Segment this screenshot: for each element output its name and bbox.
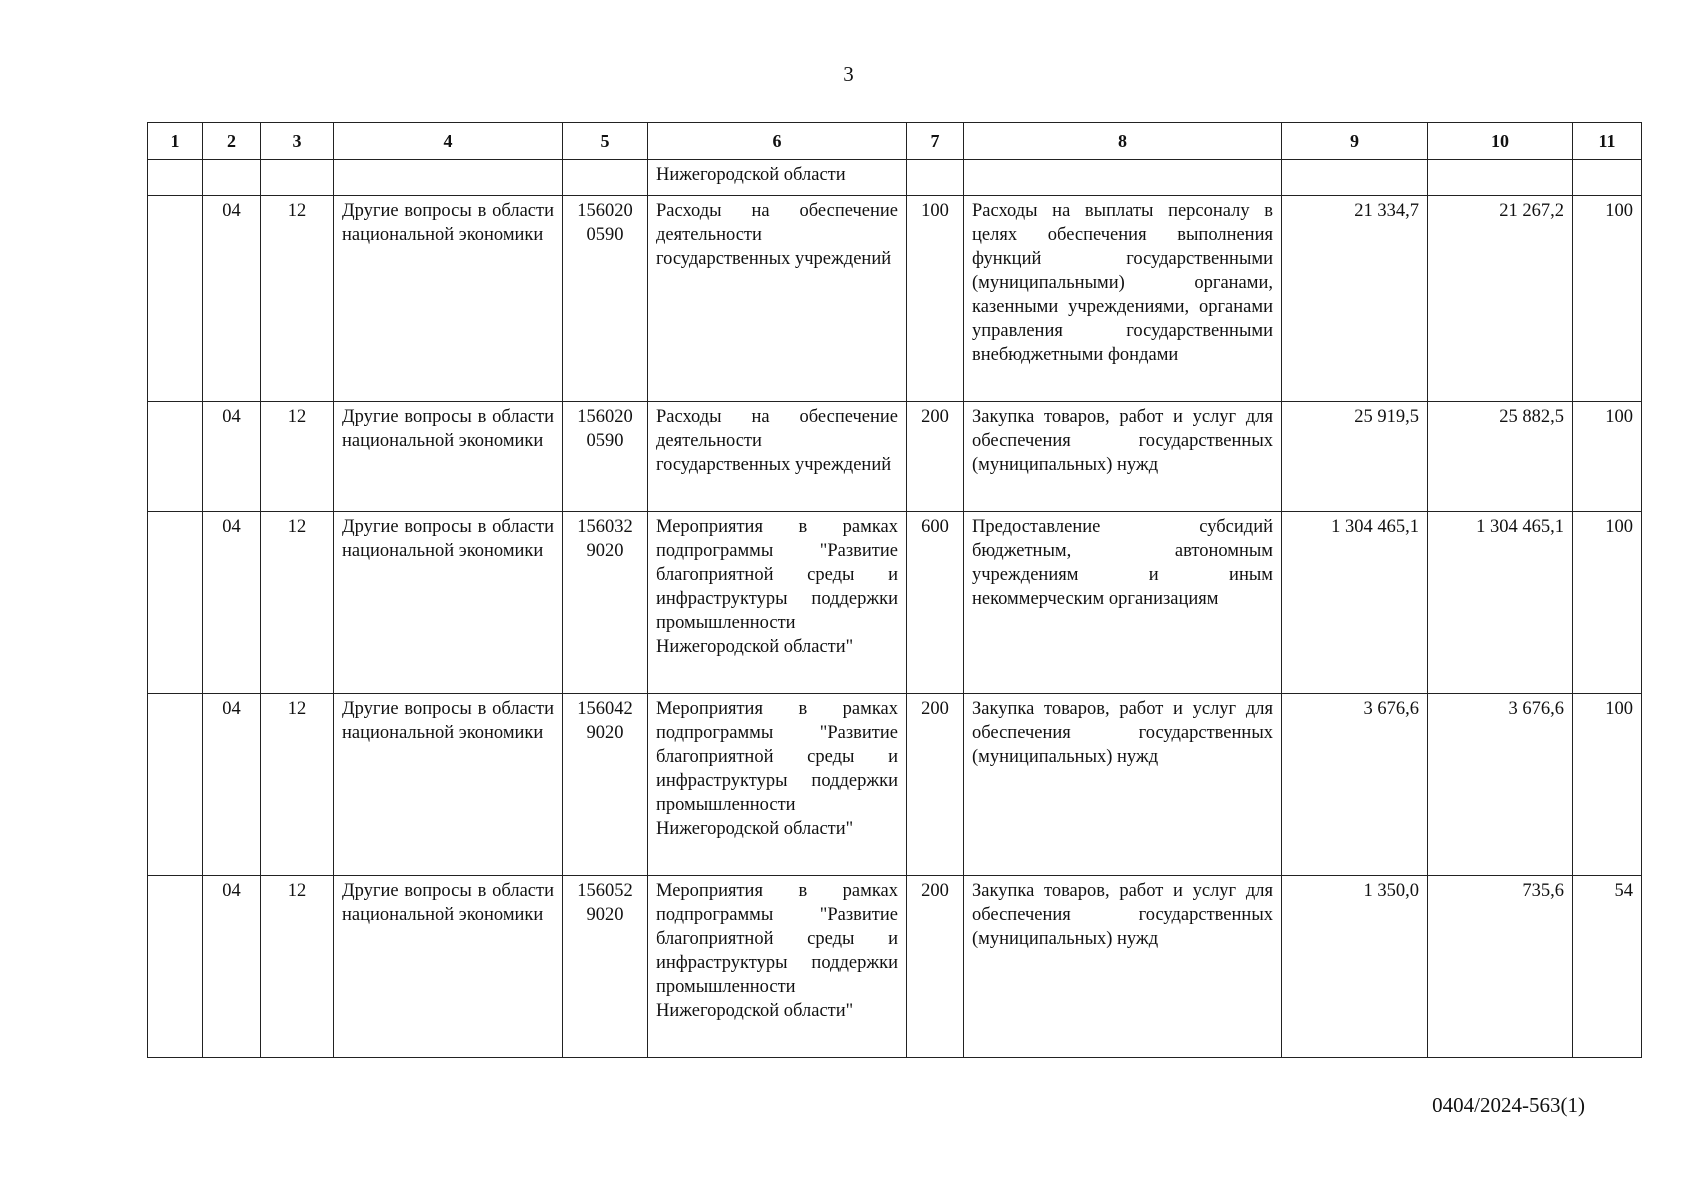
continuation-row [148, 160, 1642, 196]
cell-expense-name: Расходы на выплаты персоналу в целях обеспечения выполнения функций государственными (муниципальными) органами, казенными учреждениями, органами управления государственными внебюджетными фондами [964, 196, 1282, 402]
cell-col1 [148, 402, 203, 512]
cell-section: 04 [203, 196, 261, 402]
cell-expense-name: Закупка товаров, работ и услуг для обеспечения государственных (муниципальных) нужд [964, 876, 1282, 1058]
cell-col1 [148, 196, 203, 402]
cell-target-code: 156042 9020 [563, 694, 648, 876]
cell-subsection: 12 [261, 402, 334, 512]
cell-col1 [148, 512, 203, 694]
table-row [148, 694, 1642, 876]
cell-expense-type: 200 [907, 402, 964, 512]
col-header-10: 10 [1428, 123, 1573, 160]
cell-expense-name: Закупка товаров, работ и услуг для обеспечения государственных (муниципальных) нужд [964, 694, 1282, 876]
cell-percent: 54 [1573, 876, 1642, 1058]
cell-section: 04 [203, 876, 261, 1058]
document-id: 0404/2024-563(1) [1432, 1093, 1585, 1117]
table-row [148, 196, 1642, 402]
header-row [148, 123, 1642, 160]
budget-table [147, 122, 1642, 1058]
cell-actual: 1 304 465,1 [1428, 512, 1573, 694]
table-row [148, 512, 1642, 694]
cell-section: 04 [203, 512, 261, 694]
cell-section-name: Другие вопросы в области национальной экономики [334, 512, 563, 694]
col-header-11: 11 [1573, 123, 1642, 160]
col-header-9: 9 [1282, 123, 1428, 160]
col-header-1: 1 [148, 123, 203, 160]
cell-expense-name: Предоставление субсидий бюджетным, автономным учреждениям и иным некоммерческим организациям [964, 512, 1282, 694]
cell-section: 04 [203, 694, 261, 876]
cell-actual: 735,6 [1428, 876, 1573, 1058]
table-row [148, 876, 1642, 1058]
cell-plan: 1 350,0 [1282, 876, 1428, 1058]
cell-plan: 3 676,6 [1282, 694, 1428, 876]
col-header-3: 3 [261, 123, 334, 160]
cell-section-name: Другие вопросы в области национальной экономики [334, 402, 563, 512]
cell-plan: 25 919,5 [1282, 402, 1428, 512]
cell-target-code: 156020 0590 [563, 402, 648, 512]
col-header-7: 7 [907, 123, 964, 160]
cell-target-name: Расходы на обеспечение деятельности государственных учреждений [648, 402, 907, 512]
cell-target-name: Мероприятия в рамках подпрограммы "Развитие благоприятной среды и инфраструктуры поддержки промышленности Нижегородской области" [648, 694, 907, 876]
cell-target-code: 156032 9020 [563, 512, 648, 694]
cell-plan: 1 304 465,1 [1282, 512, 1428, 694]
cell-plan: 21 334,7 [1282, 196, 1428, 402]
col-header-8: 8 [964, 123, 1282, 160]
col-header-5: 5 [563, 123, 648, 160]
cell-section-name: Другие вопросы в области национальной экономики [334, 694, 563, 876]
cell-percent: 100 [1573, 196, 1642, 402]
page-number: 3 [843, 62, 854, 86]
cell-expense-name: Закупка товаров, работ и услуг для обеспечения государственных (муниципальных) нужд [964, 402, 1282, 512]
cell-percent: 100 [1573, 512, 1642, 694]
cell-section: 04 [203, 402, 261, 512]
cell-subsection: 12 [261, 694, 334, 876]
cell-target-name: Мероприятия в рамках подпрограммы "Развитие благоприятной среды и инфраструктуры поддержки промышленности Нижегородской области" [648, 876, 907, 1058]
cell-target-name: Мероприятия в рамках подпрограммы "Развитие благоприятной среды и инфраструктуры поддержки промышленности Нижегородской области" [648, 512, 907, 694]
cell-expense-type: 200 [907, 694, 964, 876]
table-row [148, 402, 1642, 512]
cell-actual: 21 267,2 [1428, 196, 1573, 402]
cell-subsection: 12 [261, 876, 334, 1058]
continuation-text: Нижегородской области [648, 160, 907, 196]
cell-section-name: Другие вопросы в области национальной экономики [334, 876, 563, 1058]
cell-target-name: Расходы на обеспечение деятельности государственных учреждений [648, 196, 907, 402]
col-header-4: 4 [334, 123, 563, 160]
cell-target-code: 156052 9020 [563, 876, 648, 1058]
cell-subsection: 12 [261, 196, 334, 402]
cell-expense-type: 100 [907, 196, 964, 402]
cell-expense-type: 600 [907, 512, 964, 694]
cell-col1 [148, 694, 203, 876]
cell-subsection: 12 [261, 512, 334, 694]
cell-target-code: 156020 0590 [563, 196, 648, 402]
cell-actual: 3 676,6 [1428, 694, 1573, 876]
cell-section-name: Другие вопросы в области национальной экономики [334, 196, 563, 402]
col-header-2: 2 [203, 123, 261, 160]
col-header-6: 6 [648, 123, 907, 160]
cell-percent: 100 [1573, 694, 1642, 876]
cell-percent: 100 [1573, 402, 1642, 512]
cell-expense-type: 200 [907, 876, 964, 1058]
cell-actual: 25 882,5 [1428, 402, 1573, 512]
cell-col1 [148, 876, 203, 1058]
